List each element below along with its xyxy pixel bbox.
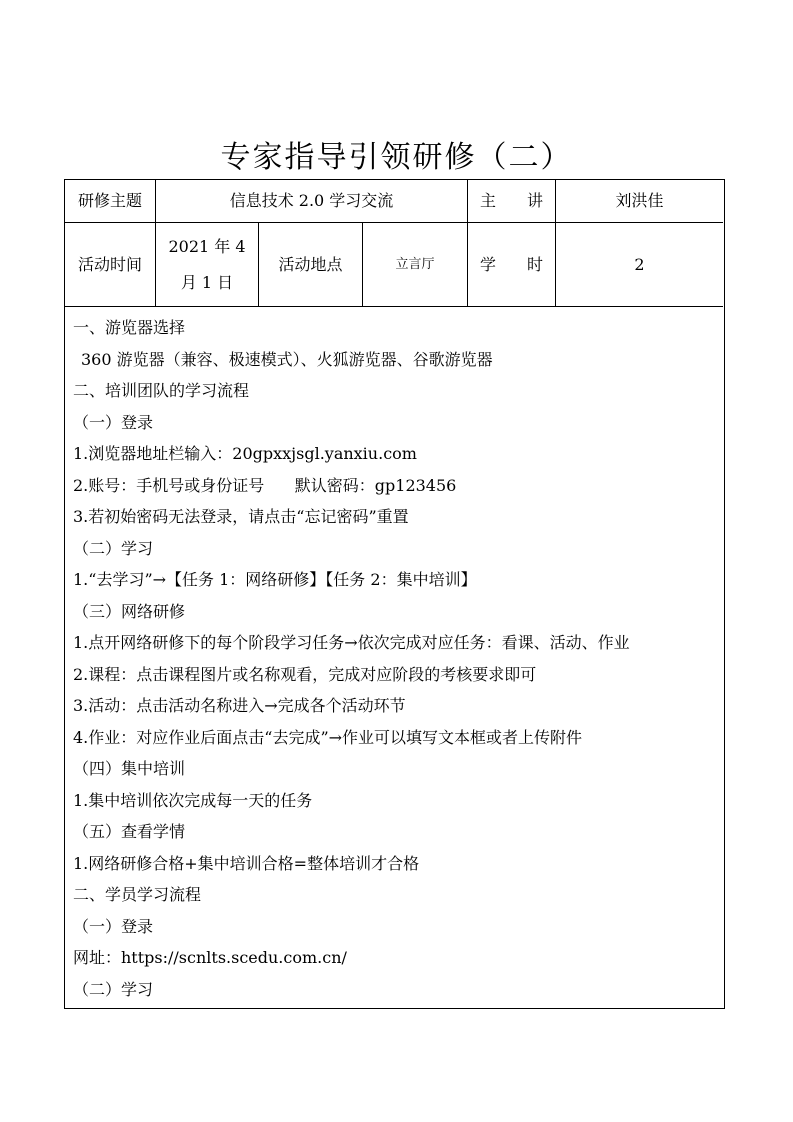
content-line: 1.网络研修合格+集中培训合格=整体培训才合格	[73, 853, 420, 873]
content-line: （一）登录	[73, 412, 154, 432]
content-line: 360 游览器（兼容、极速模式）、火狐游览器、谷歌游览器	[81, 349, 493, 369]
content-line: 2.课程：点击课程图片或名称观看，完成对应阶段的考核要求即可	[73, 664, 537, 684]
place-value: 立言厅	[395, 256, 435, 272]
content-line: （二）学习	[73, 538, 154, 558]
row-divider-2	[65, 306, 723, 307]
content-line: 1.点开网络研修下的每个阶段学习任务→依次完成对应任务：看课、活动、作业	[73, 633, 630, 652]
speaker-value: 刘洪佳	[615, 191, 664, 210]
time-value-line1: 2021 年 4	[168, 236, 246, 256]
content-line: 1.浏览器地址栏输入：20gpxxjsgl.yanxiu.com	[73, 444, 417, 463]
content-line: （五）查看学情	[73, 822, 186, 841]
content-line: （二）学习	[73, 979, 154, 999]
time-value-line2: 月 1 日	[180, 272, 234, 292]
hours-label-b: 时	[526, 254, 543, 274]
content-line: 二、学员学习流程	[73, 885, 202, 904]
content-line: 网址：https://scnlts.scedu.com.cn/	[73, 948, 347, 967]
topic-value: 信息技术 2.0 学习交流	[229, 191, 394, 210]
content-line: 一、游览器选择	[73, 318, 186, 337]
speaker-label-b: 讲	[526, 191, 543, 210]
hours-label	[468, 223, 555, 306]
info-table	[64, 179, 725, 1009]
content-line: 3.若初始密码无法登录，请点击“忘记密码”重置	[73, 507, 409, 526]
time-value	[156, 223, 258, 306]
content-line: 3.活动：点击活动名称进入→完成各个活动环节	[73, 696, 406, 715]
speaker-label	[468, 180, 555, 222]
hours-label-a: 学	[480, 254, 497, 274]
speaker-label-a: 主	[480, 191, 497, 210]
document-title: 专家指导引领研修（二）	[220, 140, 573, 175]
content-line: （一）登录	[73, 916, 154, 936]
content-line: 4.作业：对应作业后面点击“去完成”→作业可以填写文本框或者上传附件	[73, 727, 583, 747]
content-line: （三）网络研修	[73, 601, 186, 621]
content-body	[73, 312, 723, 1005]
content-line: （四）集中培训	[73, 759, 186, 778]
content-line: 2.账号：手机号或身份证号 默认密码：gp123456	[73, 475, 457, 495]
place-label: 活动地点	[278, 254, 343, 274]
content-line: 1.集中培训依次完成每一天的任务	[73, 790, 313, 810]
content-line: 二、培训团队的学习流程	[73, 381, 250, 400]
hours-value: 2	[634, 254, 645, 274]
topic-label: 研修主题	[77, 191, 142, 210]
content-line: 1.“去学习”→【任务 1：网络研修】【任务 2：集中培训】	[73, 570, 477, 589]
time-label: 活动时间	[77, 254, 142, 274]
